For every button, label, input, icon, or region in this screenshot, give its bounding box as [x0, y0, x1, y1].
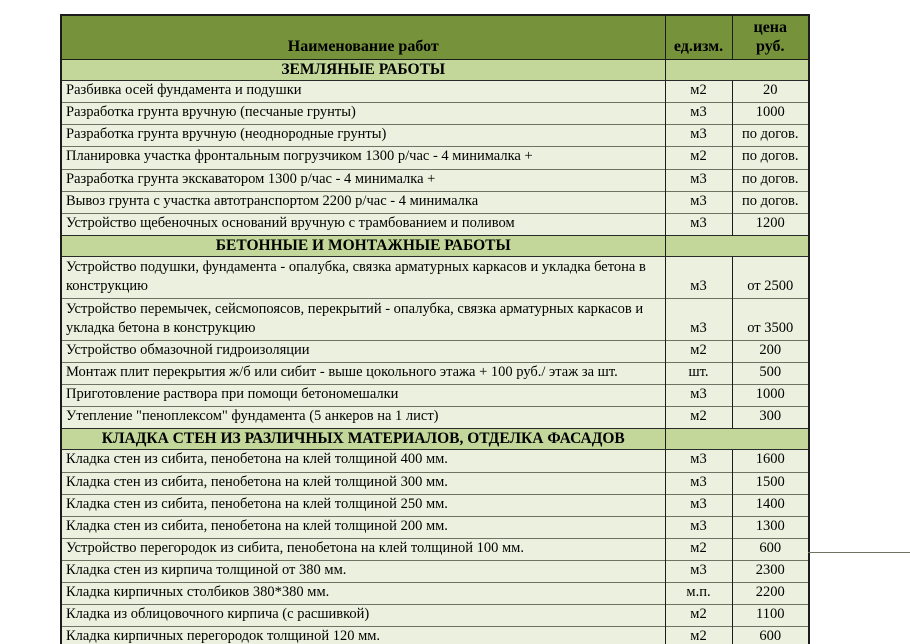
section-title: ЗЕМЛЯНЫЕ РАБОТЫ [61, 60, 665, 81]
table-row [61, 147, 809, 169]
table-row [61, 407, 809, 429]
price-cell: 1100 [732, 605, 809, 627]
unit-cell: м3 [665, 169, 732, 191]
price-cell: от 3500 [732, 298, 809, 340]
table-row [61, 385, 809, 407]
work-name-cell: Разработка грунта экскаватором 1300 р/час - 4 минималка + [61, 169, 665, 191]
table-row [61, 363, 809, 385]
price-cell: 300 [732, 407, 809, 429]
unit-cell: м.п. [665, 583, 732, 605]
unit-cell: м3 [665, 561, 732, 583]
table-row [61, 472, 809, 494]
table-row [61, 450, 809, 472]
gridline-overrun [808, 552, 910, 553]
column-header-price-line1: цена [753, 19, 788, 37]
unit-cell: м2 [665, 627, 732, 644]
unit-cell: м3 [665, 298, 732, 340]
work-name-cell: Кладка кирпичных перегородок толщиной 120 мм. [61, 627, 665, 644]
table-row [61, 191, 809, 213]
table-row [61, 169, 809, 191]
price-cell: по догов. [732, 125, 809, 147]
price-cell: 600 [732, 627, 809, 644]
table-row [61, 125, 809, 147]
section-row [61, 60, 809, 81]
table-row [61, 298, 809, 340]
column-header-price-line2: руб. [756, 37, 785, 55]
work-name-cell: Устройство перегородок из сибита, пенобетона на клей толщиной 100 мм. [61, 538, 665, 560]
work-name-cell: Устройство обмазочной гидроизоляции [61, 340, 665, 362]
price-cell: 500 [732, 363, 809, 385]
price-cell: 1300 [732, 516, 809, 538]
section-spacer [665, 429, 809, 450]
unit-cell: м3 [665, 256, 732, 298]
table-row [61, 494, 809, 516]
unit-cell: м2 [665, 340, 732, 362]
table-row [61, 81, 809, 103]
work-name-cell: Утепление "пеноплексом" фундамента (5 анкеров на 1 лист) [61, 407, 665, 429]
table-row [61, 213, 809, 235]
unit-cell: м3 [665, 385, 732, 407]
work-name-cell: Монтаж плит перекрытия ж/б или сибит - выше цокольного этажа + 100 руб./ этаж за шт. [61, 363, 665, 385]
unit-cell: м3 [665, 450, 732, 472]
price-cell: от 2500 [732, 256, 809, 298]
work-name-cell: Кладка стен из сибита, пенобетона на клей толщиной 200 мм. [61, 516, 665, 538]
price-cell: 600 [732, 538, 809, 560]
unit-cell: м3 [665, 516, 732, 538]
table-row [61, 627, 809, 644]
price-cell: по догов. [732, 147, 809, 169]
work-name-cell: Кладка из облицовочного кирпича (с расшивкой) [61, 605, 665, 627]
price-cell: 2200 [732, 583, 809, 605]
table-body [61, 60, 809, 644]
unit-cell: м2 [665, 81, 732, 103]
price-cell: 200 [732, 340, 809, 362]
column-header-unit: ед.изм. [665, 15, 732, 60]
table-row [61, 605, 809, 627]
column-header-name: Наименование работ [61, 15, 665, 60]
unit-cell: м3 [665, 213, 732, 235]
section-title: БЕТОННЫЕ И МОНТАЖНЫЕ РАБОТЫ [61, 235, 665, 256]
work-name-cell: Кладка стен из сибита, пенобетона на клей толщиной 250 мм. [61, 494, 665, 516]
unit-cell: м3 [665, 191, 732, 213]
price-cell: 1400 [732, 494, 809, 516]
section-row [61, 429, 809, 450]
table-row [61, 583, 809, 605]
price-table [60, 14, 810, 644]
work-name-cell: Разработка грунта вручную (песчаные грунты) [61, 103, 665, 125]
unit-cell: шт. [665, 363, 732, 385]
price-cell: по догов. [732, 169, 809, 191]
unit-cell: м2 [665, 538, 732, 560]
table-row [61, 340, 809, 362]
work-name-cell: Разбивка осей фундамента и подушки [61, 81, 665, 103]
work-name-cell: Устройство перемычек, сейсмопоясов, перекрытий - опалубка, связка арматурных каркасов и укладка бетона в конструкцию [61, 298, 665, 340]
price-cell: 1500 [732, 472, 809, 494]
price-cell: 1000 [732, 103, 809, 125]
section-title: КЛАДКА СТЕН ИЗ РАЗЛИЧНЫХ МАТЕРИАЛОВ, ОТДЕЛКА ФАСАДОВ [61, 429, 665, 450]
table-row [61, 538, 809, 560]
table-row [61, 516, 809, 538]
unit-cell: м3 [665, 472, 732, 494]
work-name-cell: Устройство щебеночных оснований вручную с трамбованием и поливом [61, 213, 665, 235]
unit-cell: м3 [665, 125, 732, 147]
work-name-cell: Приготовление раствора при помощи бетономешалки [61, 385, 665, 407]
work-name-cell: Кладка стен из кирпича толщиной от 380 мм. [61, 561, 665, 583]
section-row [61, 235, 809, 256]
price-cell: 1600 [732, 450, 809, 472]
work-name-cell: Планировка участка фронтальным погрузчиком 1300 р/час - 4 минималка + [61, 147, 665, 169]
header-row [61, 15, 809, 60]
price-cell: 2300 [732, 561, 809, 583]
unit-cell: м2 [665, 147, 732, 169]
table-row [61, 561, 809, 583]
work-name-cell: Разработка грунта вручную (неоднородные грунты) [61, 125, 665, 147]
section-spacer [665, 235, 809, 256]
price-cell: 1200 [732, 213, 809, 235]
work-name-cell: Вывоз грунта с участка автотранспортом 2200 р/час - 4 минималка [61, 191, 665, 213]
work-name-cell: Кладка кирпичных столбиков 380*380 мм. [61, 583, 665, 605]
unit-cell: м2 [665, 407, 732, 429]
work-name-cell: Кладка стен из сибита, пенобетона на клей толщиной 400 мм. [61, 450, 665, 472]
unit-cell: м2 [665, 605, 732, 627]
work-name-cell: Кладка стен из сибита, пенобетона на клей толщиной 300 мм. [61, 472, 665, 494]
work-name-cell: Устройство подушки, фундамента - опалубка, связка арматурных каркасов и укладка бетона в конструкцию [61, 256, 665, 298]
column-header-price [732, 15, 809, 60]
unit-cell: м3 [665, 103, 732, 125]
unit-cell: м3 [665, 494, 732, 516]
table-row [61, 103, 809, 125]
price-cell: по догов. [732, 191, 809, 213]
price-cell: 1000 [732, 385, 809, 407]
table-row [61, 256, 809, 298]
price-cell: 20 [732, 81, 809, 103]
section-spacer [665, 60, 809, 81]
